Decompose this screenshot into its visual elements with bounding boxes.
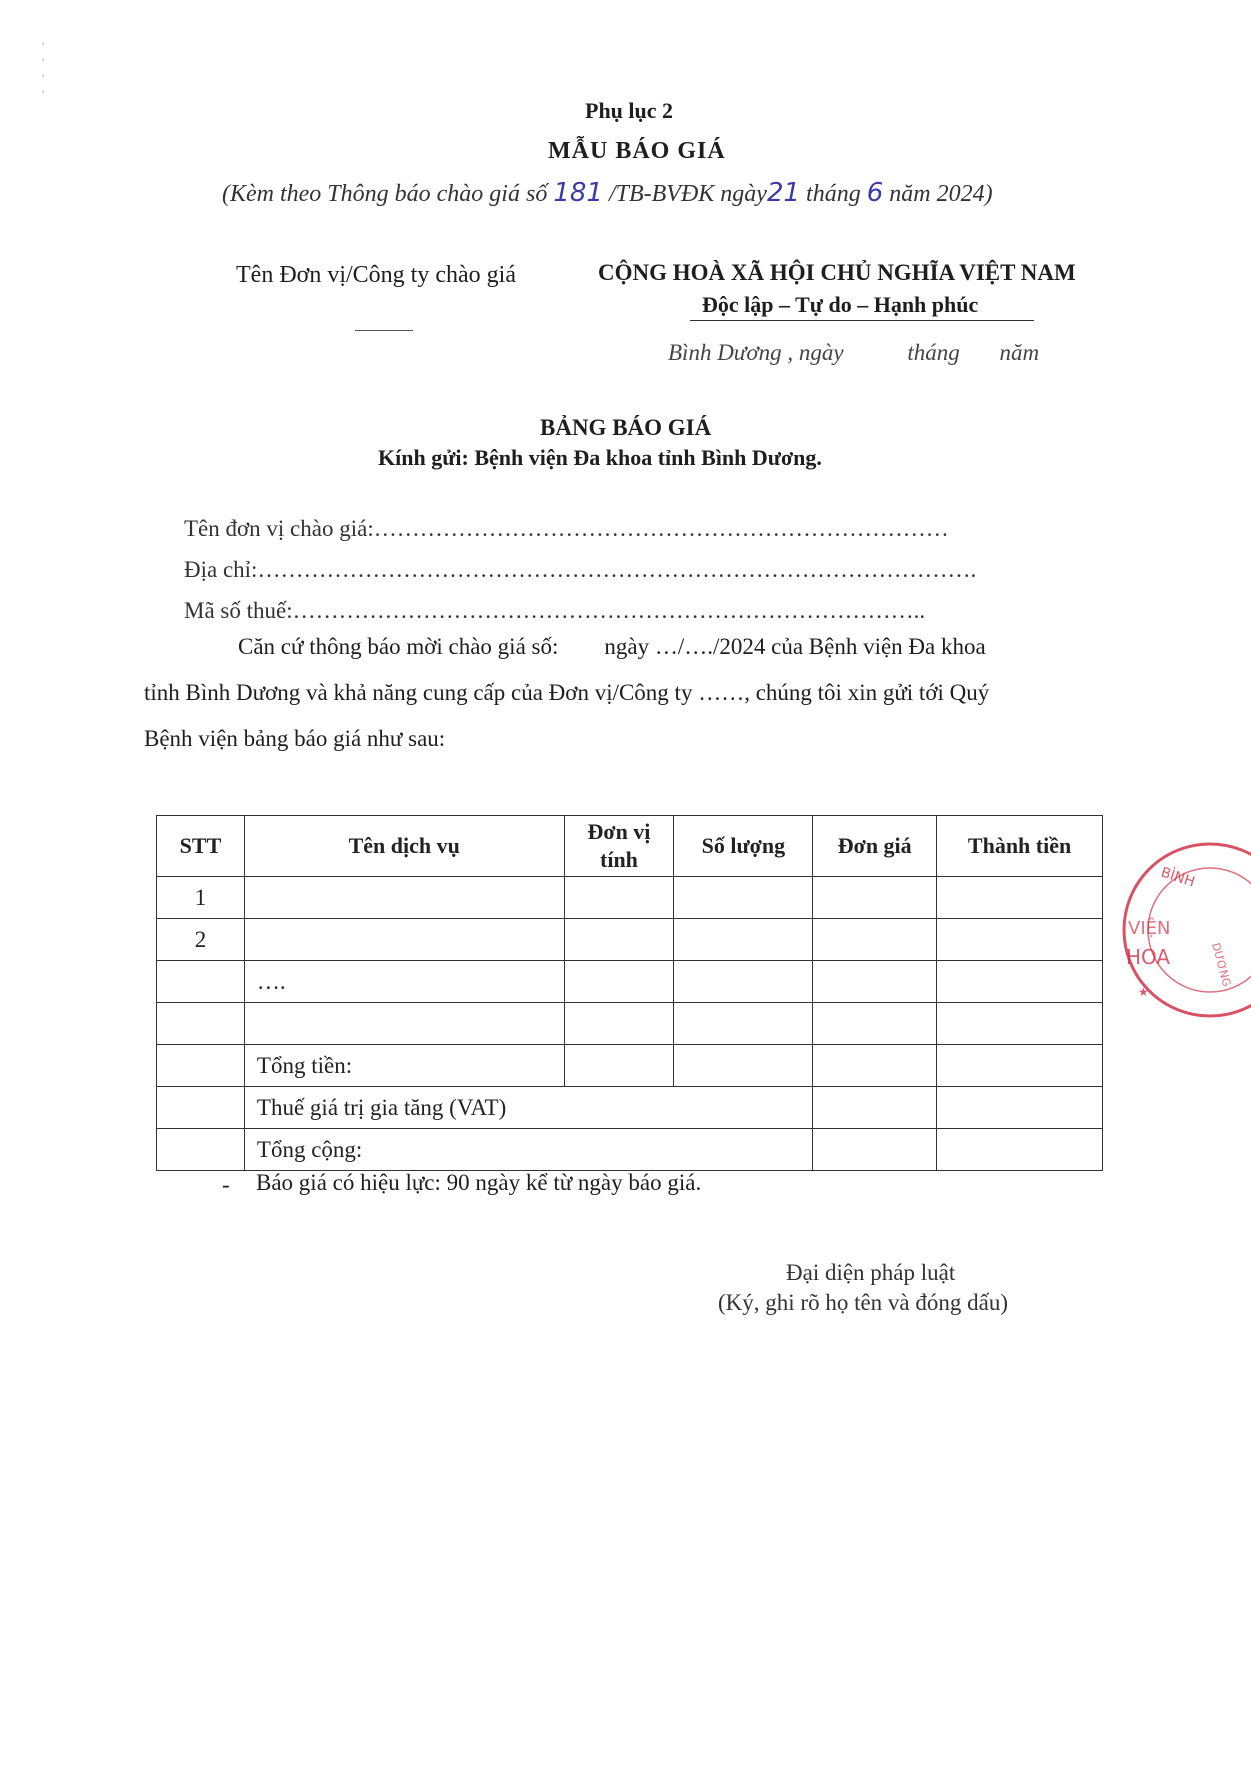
cell-price	[813, 919, 937, 961]
sender-underline	[355, 330, 413, 331]
quote-table	[156, 815, 1103, 1171]
cell-amount	[937, 919, 1103, 961]
notice-day: 21	[766, 178, 801, 208]
table-row	[157, 1003, 1103, 1045]
place-date-year: năm	[999, 340, 1040, 365]
cell-service	[244, 1003, 564, 1045]
cell-unit	[564, 877, 674, 919]
header-stt: STT	[157, 816, 245, 877]
cell-quantity	[674, 961, 813, 1003]
cell-price	[813, 961, 937, 1003]
field-tax-code: Mã số thuế:………………………………………………………………………..	[184, 598, 926, 623]
header-quantity: Số lượng	[674, 816, 813, 877]
cell-amount	[937, 1045, 1103, 1087]
notice-month: 6	[866, 178, 884, 208]
cell-quantity	[674, 1045, 813, 1087]
signer-note: (Ký, ghi rõ họ tên và đóng dấu)	[718, 1290, 1008, 1315]
subtitle-line	[222, 178, 993, 208]
cell-unit	[564, 1045, 674, 1087]
cell-price	[813, 1129, 937, 1171]
grand-total-row	[157, 1129, 1103, 1171]
table-row	[157, 961, 1103, 1003]
subtitle-mid1: /TB-BVĐK ngày	[608, 181, 767, 207]
subtitle-mid2: tháng	[806, 181, 861, 207]
cell-amount	[937, 877, 1103, 919]
cell-unit	[564, 1003, 674, 1045]
notice-number: 181	[553, 178, 603, 208]
cell-amount	[937, 1129, 1103, 1171]
sender-label: Tên Đơn vị/Công ty chào giá	[236, 262, 516, 288]
cell-amount	[937, 1087, 1103, 1129]
grand-total-label: Tổng cộng:	[244, 1129, 812, 1171]
cell-service	[244, 877, 564, 919]
validity-note: Báo giá có hiệu lực: 90 ngày kể từ ngày báo giá.	[256, 1170, 702, 1195]
table-row	[157, 919, 1103, 961]
cell-amount	[937, 961, 1103, 1003]
vat-label: Thuế giá trị gia tăng (VAT)	[244, 1087, 812, 1129]
subtitle-prefix: (Kèm theo Thông báo chào giá số	[222, 181, 548, 207]
place-date	[668, 340, 1039, 366]
total-row	[157, 1045, 1103, 1087]
cell-unit	[564, 961, 674, 1003]
total-label: Tổng tiền:	[244, 1045, 564, 1087]
cell-stt: 1	[157, 877, 245, 919]
stamp-star-icon: ★	[1138, 985, 1149, 999]
paragraph-line-2: tỉnh Bình Dương và khả năng cung cấp của Đơn vị/Công ty ……, chúng tôi xin gửi tới Quý	[144, 680, 990, 705]
header-unit-price: Đơn giá	[813, 816, 937, 877]
cell-stt	[157, 1087, 245, 1129]
cell-quantity	[674, 877, 813, 919]
cell-price	[813, 1087, 937, 1129]
cell-price	[813, 877, 937, 919]
cell-price	[813, 1045, 937, 1087]
stamp-text-bottom: HOA	[1126, 945, 1171, 969]
field-company-name: Tên đơn vị chào giá:…………………………………………………………………	[184, 516, 949, 541]
cell-stt	[157, 1045, 245, 1087]
paragraph-line-3: Bệnh viện bảng báo giá như sau:	[144, 726, 446, 751]
cell-unit	[564, 919, 674, 961]
motto: Độc lập – Tự do – Hạnh phúc	[702, 292, 979, 317]
recipient-line: Kính gửi: Bệnh viện Đa khoa tỉnh Bình Dương.	[378, 445, 822, 470]
paragraph-line-1: Căn cứ thông báo mời chào giá số: ngày …/…./2024 của Bệnh viện Đa khoa	[238, 634, 986, 659]
header-amount: Thành tiền	[937, 816, 1103, 877]
stamp-text-top: BÌNH	[1158, 864, 1197, 891]
national-title: CỘNG HOÀ XÃ HỘI CHỦ NGHĨA VIỆT NAM	[598, 260, 1076, 285]
official-stamp	[1120, 840, 1251, 1020]
cell-service: ….	[244, 961, 564, 1003]
header-service-name: Tên dịch vụ	[244, 816, 564, 877]
motto-underline	[690, 320, 1034, 321]
subtitle-suffix: năm 2024)	[889, 181, 993, 207]
stamp-text-middle: VIỆN	[1128, 918, 1171, 939]
cell-stt	[157, 1129, 245, 1171]
cell-price	[813, 1003, 937, 1045]
validity-bullet: -	[222, 1172, 230, 1197]
stamp-text-side: DƯƠNG	[1209, 941, 1234, 988]
signer-title: Đại diện pháp luật	[786, 1260, 956, 1285]
form-title: MẪU BÁO GIÁ	[548, 138, 726, 164]
cell-quantity	[674, 1003, 813, 1045]
cell-stt	[157, 1003, 245, 1045]
appendix-label: Phụ lục 2	[585, 98, 674, 123]
place-date-place: Bình Dương , ngày	[668, 340, 844, 365]
place-date-month: tháng	[907, 340, 960, 365]
cell-stt: 2	[157, 919, 245, 961]
table-row	[157, 877, 1103, 919]
cell-quantity	[674, 919, 813, 961]
cell-service	[244, 919, 564, 961]
header-unit: Đơn vị tính	[564, 816, 674, 877]
table-header-row	[157, 816, 1103, 877]
cell-amount	[937, 1003, 1103, 1045]
vat-row	[157, 1087, 1103, 1129]
quote-table-title: BẢNG BÁO GIÁ	[540, 415, 712, 440]
cell-stt	[157, 961, 245, 1003]
field-address: Địa chỉ:………………………………………………………………………………….	[184, 557, 977, 582]
